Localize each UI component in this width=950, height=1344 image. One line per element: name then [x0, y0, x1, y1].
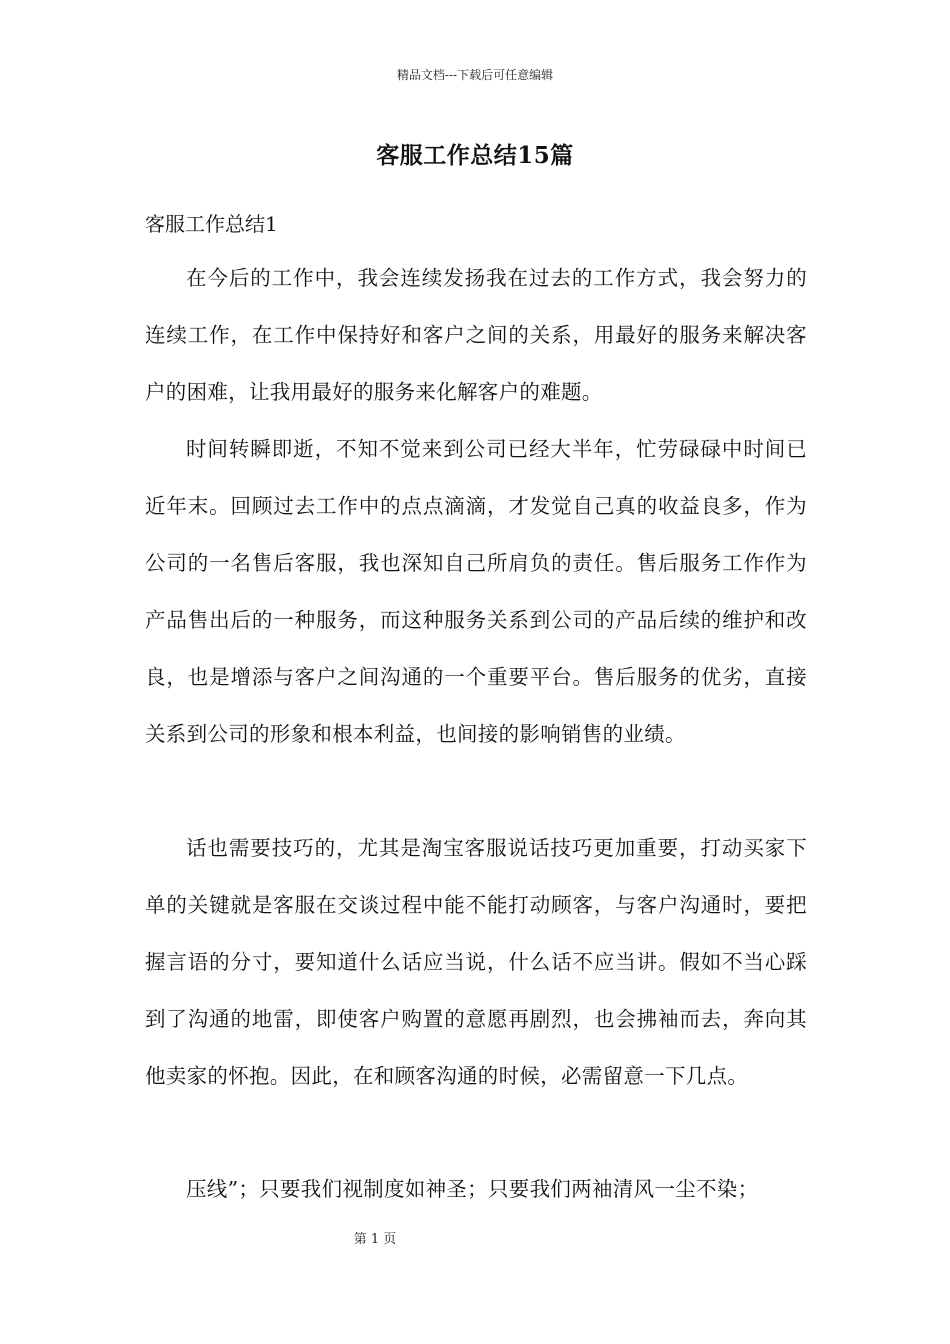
- body-paragraph-1: 在今后的工作中，我会连续发扬我在过去的工作方式，我会努力的连续工作，在工作中保持好和客户之间的关系，用最好的服务来解决客户的困难，让我用最好的服务来化解客户的难题。: [145, 266, 807, 404]
- body-paragraph-2: 时间转瞬即逝，不知不觉来到公司已经大半年，忙劳碌碌中时间已近年末。回顾过去工作中的点点滴滴，才发觉自己真的收益良多，作为公司的一名售后客服，我也深知自己所肩负的责任。售后服务工作作为产品售出后的一种服务，而这种服务关系到公司的产品后续的维护和改良，也是增添与客户之间沟通的一个重要平台。售后服务的优劣，直接关系到公司的形象和根本利益，也间接的影响销售的业绩。: [145, 437, 807, 746]
- body-paragraph-3: 话也需要技巧的，尤其是淘宝客服说话技巧更加重要，打动买家下单的关键就是客服在交谈过程中能不能打动顾客，与客户沟通时，要把握言语的分寸，要知道什么话应当说，什么话不应当讲。假如不当心踩到了沟通的地雷，即使客户购置的意愿再剧烈，也会拂袖而去，奔向其他卖家的怀抱。因此，在和顾客沟通的时候，必需留意一下几点。: [145, 836, 807, 1088]
- body-paragraph-4: 压线”；只要我们视制度如神圣；只要我们两袖清风一尘不染；: [186, 1177, 759, 1201]
- document-title: 客服工作总结15篇: [376, 142, 574, 169]
- page-number: 第 1 页: [353, 1232, 397, 1247]
- document-header-note: 精品文档---下载后可任意编辑: [396, 68, 554, 82]
- section-heading: 客服工作总结1: [145, 212, 278, 236]
